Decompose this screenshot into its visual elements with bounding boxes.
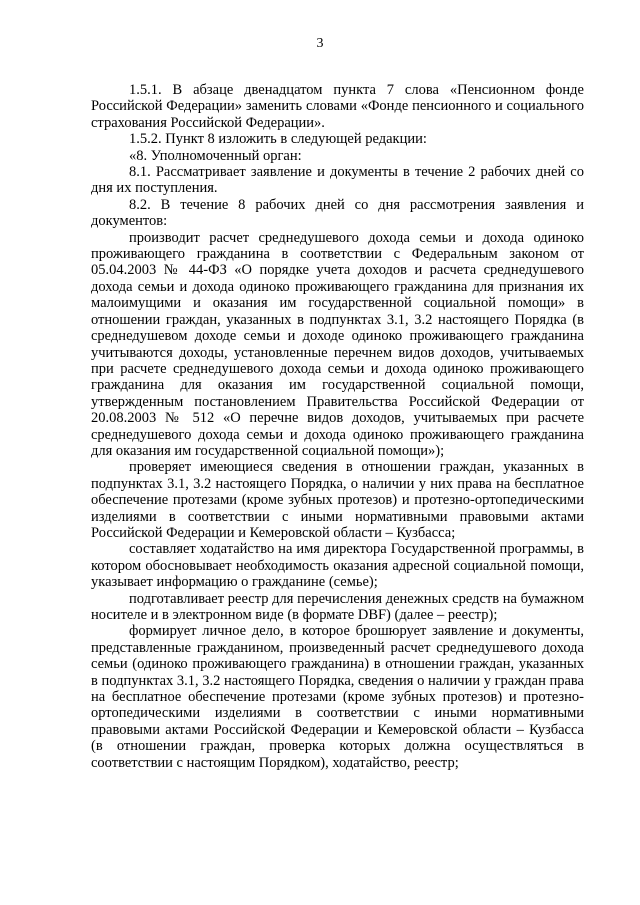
paragraph-8-2: 8.2. В течение 8 рабочих дней со дня рассмотрения заявления и документов: xyxy=(91,196,584,230)
paragraph-8-heading: «8. Уполномоченный орган: xyxy=(129,147,302,164)
paragraph-income-calculation: производит расчет среднедушевого дохода семьи и дохода одиноко проживающего гражданина в соответствии с Федеральным законом от 05.04.2003 № 44-ФЗ «О порядке учета доходов и расчета среднедушевого дохода семьи и дохода одиноко проживающего гражданина для признания их малоимущими и оказания им государственной социальной помощи» в отношении граждан, указанных в подпунктах 3.1, 3.2 настоящего Порядка (в среднедушевом доходе семьи и доходе одиноко проживающего гражданина учитываются доходы, установленные перечнем видов доходов, учитываемых при расчете среднедушевого дохода семьи и дохода одиноко проживающего гражданина для оказания им государственной социальной помощи, утвержденным постановлением Правительства Российской Федерации от 20.08.2003 № 512 «О перечне видов доходов, учитываемых при расчете среднедушевого дохода семьи и дохода одиноко проживающего гражданина для оказания им государственной социальной помощи»); xyxy=(91,229,584,459)
paragraph-1-5-2: 1.5.2. Пункт 8 изложить в следующей редакции: xyxy=(129,131,427,148)
document-body xyxy=(91,82,584,771)
page-number: 3 xyxy=(316,36,324,51)
paragraph-8-1: 8.1. Рассматривает заявление и документы в течение 2 рабочих дней со дня их поступления. xyxy=(91,164,584,197)
paragraph-1-5-1: 1.5.1. В абзаце двенадцатом пункта 7 слова «Пенсионном фонде Российской Федерации» заменить словами «Фонде пенсионного и социального страхования Российской Федерации». xyxy=(91,82,584,131)
paragraph-petition: составляет ходатайство на имя директора Государственной программы, в котором обосновывает необходимость оказания адресной социальной помощи, указывает информацию о гражданине (семье); xyxy=(91,541,584,591)
paragraph-registry: подготавливает реестр для перечисления денежных средств на бумажном носителе и в электронном виде (в формате DBF) (далее – реестр); xyxy=(91,590,584,623)
paragraph-personal-file: формирует личное дело, в которое брошюрует заявление и документы, представленные гражданином, произведенный расчет среднедушевого дохода семьи (одиноко проживающего гражданина) в отношении граждан, указанных в подпунктах 3.1, 3.2 настоящего Порядка, сведения о наличии у граждан права на бесплатное обеспечение протезами (кроме зубных протезов) и протезно-ортопедическими изделиями в соответствии с иными нормативными правовыми актами Российской Федерации и Кемеровской области – Кузбасса (в отношении граждан, проверка которых должна осуществляться в соответствии с настоящим Порядком), ходатайство, реестр; xyxy=(91,623,584,771)
paragraph-prosthesis-check: проверяет имеющиеся сведения в отношении граждан, указанных в подпунктах 3.1, 3.2 настоящего Порядка, о наличии у них права на бесплатное обеспечение протезами (кроме зубных протезов) и протезно-ортопедическими изделиями в соответствии с иными нормативными правовыми актами Российской Федерации и Кемеровской области – Кузбасса; xyxy=(91,459,584,541)
